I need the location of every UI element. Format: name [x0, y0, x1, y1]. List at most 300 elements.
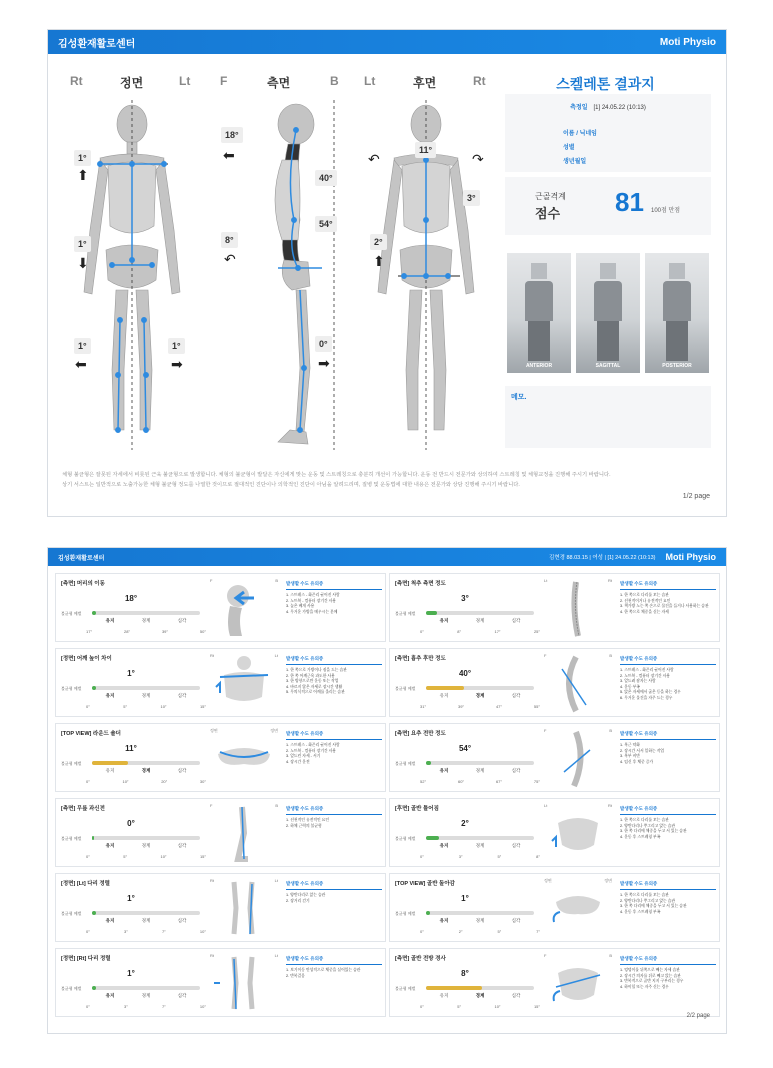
card-title: [정면] [Lt] 다리 정렬 [61, 881, 110, 887]
memo-label: 메모. [511, 394, 527, 401]
card-value: 3° [461, 594, 469, 603]
disease-item: 2. 노트북 - 컴퓨터 장기간 사용 [286, 748, 337, 753]
disclaimer-line-1: 체형 불균형은 잘못된 자세에서 비롯된 근육 불균형으로 발생합니다. 체형의 불균형이 발달은 자신에게 맞는 운동 및 스트레칭으로 충분히 개선이 가능합니다. 운동 전 반드시 전문가와 상의하여 스트레칭 및 체형교정을 진행해 주시기 바랍니다. [62, 472, 611, 478]
tick-label: 0° [420, 929, 424, 934]
disease-item: 4. 운동 부족 [620, 684, 640, 689]
level-bar [92, 911, 200, 915]
disease-item: 2. 노트북 - 컴퓨터 장기간 사용 [286, 598, 337, 603]
tick-labels [86, 704, 206, 709]
level-bar [92, 761, 200, 765]
card-title: [정면] [Rt] 다리 정렬 [61, 956, 111, 962]
tick-label: 2° [458, 929, 463, 934]
zone-label: 심각 [511, 993, 521, 998]
tick-labels [86, 779, 206, 784]
tick-label: 28° [123, 629, 131, 634]
page-header [48, 30, 726, 54]
disease-item: 4. 임신 후 체중 증가 [620, 759, 654, 764]
back-right-label: Rt [473, 74, 486, 88]
zone-label: 심각 [511, 918, 521, 923]
disease-item: 2. 장시간 의자를 뒤로 빼고 앉는 습관 [620, 973, 681, 978]
zone-label: 심각 [511, 618, 521, 623]
disease-item: 4. 운동 후 스트레칭 부족 [620, 834, 661, 839]
measurement-card [389, 573, 720, 642]
tick-label: 10° [160, 854, 167, 859]
level-bar [426, 836, 534, 840]
zone-label: 유지 [105, 918, 115, 923]
zone-labels [426, 918, 534, 924]
tick-labels [86, 629, 206, 634]
tick-label: 30° [199, 779, 206, 784]
disease-item: 2. 하체 근력의 불균형 [286, 823, 322, 828]
level-bar [426, 611, 534, 615]
zone-label: 심각 [511, 693, 521, 698]
zone-label: 유지 [439, 843, 449, 848]
info-row-name: 이름 / 닉네임 [563, 131, 597, 137]
arrow-right-icon: ➡ [171, 356, 183, 372]
measurement-card [389, 873, 720, 942]
disease-heading: 발생할 수도 유의증 [286, 806, 382, 815]
tick-label: 39° [457, 704, 465, 709]
level-bar-fill [92, 836, 94, 840]
tick-label: 3° [123, 1004, 128, 1009]
disease-item: 3. 한 방향으로만 운동 또는 작업 [286, 679, 339, 684]
arrow-up-icon: ⬆ [77, 167, 89, 183]
back-shoulder-angle: 11° [415, 142, 436, 158]
disease-item: 3. 엎드려 잠자는 사람 [620, 679, 656, 684]
disease-heading: 발생할 수도 유의증 [286, 956, 382, 965]
arrow-right-icon: ➡ [318, 355, 330, 371]
zone-label: 유지 [439, 618, 449, 623]
tick-label: 52° [420, 779, 427, 784]
illu-left-label: Lt [544, 578, 548, 583]
level-bar [92, 686, 200, 690]
disease-item: 5. 앉은 자세에서 굽은 등을 하는 경우 [620, 690, 681, 695]
disease-item: 1. 한 쪽으로 다리를 꼬는 습관 [620, 818, 669, 822]
tick-label: 5° [457, 1004, 462, 1009]
disease-list [620, 581, 716, 615]
zone-label: 유지 [105, 768, 115, 773]
front-left-label: Rt [70, 74, 83, 88]
tick-label: 17° [86, 629, 93, 634]
disease-item: 4. 하이힐 또는 자주 신는 경우 [620, 984, 669, 989]
card-title: [측면] 머리의 이동 [61, 581, 105, 587]
tick-labels [420, 1004, 540, 1009]
measure-date [505, 102, 711, 111]
card-title: [측면] 척추 측면 정도 [395, 581, 446, 587]
score-box [505, 177, 711, 235]
measurement-card [55, 873, 386, 942]
level-bar [92, 986, 200, 990]
side-head-angle: 18° [221, 127, 243, 143]
disease-item: 4. 장시간 운전 [286, 759, 310, 764]
rotate-right-icon: ↷ [472, 151, 484, 167]
disease-item: 1. 한 쪽으로 다리를 꼬는 습관 [620, 593, 669, 597]
illu-left-label: Rt [210, 653, 214, 658]
tick-label: 10° [199, 1004, 206, 1009]
zone-labels [92, 693, 200, 699]
zone-labels [426, 768, 534, 774]
zone-label: 심각 [177, 693, 187, 698]
disease-item: 2. 선천적이거나 유전적인 요인 [620, 598, 671, 603]
arrow-down-icon: ⬇ [77, 255, 89, 271]
tick-label: 0° [86, 704, 90, 709]
zone-labels [92, 768, 200, 774]
tick-label: 10° [494, 1004, 501, 1009]
zone-label: 유지 [105, 693, 115, 698]
tick-label: 10° [160, 704, 167, 709]
measurement-card [55, 798, 386, 867]
posture-illustration [208, 653, 280, 713]
card-value: 18° [124, 594, 138, 603]
illu-left-label: F [210, 578, 213, 583]
disease-item: 1. 복근 약화 [620, 743, 640, 747]
zone-label: 유지 [439, 768, 449, 773]
illu-right-label: Lt [274, 878, 278, 883]
tick-labels [420, 779, 540, 784]
report-page-1 [47, 29, 727, 517]
illu-right-label: 정면 [270, 728, 278, 733]
photo-sagittal: SAGITTAL [576, 253, 640, 373]
card-value: 1° [127, 669, 135, 678]
arrow-up-icon: ⬆ [373, 253, 385, 269]
tick-label: 50° [199, 629, 206, 634]
tick-label: 0° [420, 629, 424, 634]
tick-label: 31° [420, 704, 427, 709]
zone-label: 유지 [105, 618, 115, 623]
disease-item: 3. 책가방 노는 쪽 손으로 물건을 들거나 사용하는 습관 [620, 604, 709, 609]
zone-label: 경계 [141, 768, 151, 773]
illu-left-label: F [210, 803, 213, 808]
disease-item: 1. 한 쪽으로 다리를 꼬는 습관 [620, 893, 669, 897]
side-knee-angle: 0° [315, 336, 332, 352]
rotate-left-icon: ↶ [368, 151, 380, 167]
tick-label: 10° [122, 779, 129, 784]
side-lumbar-angle: 54° [315, 216, 337, 232]
level-bar-fill [426, 761, 431, 765]
tick-label: 0° [86, 779, 90, 784]
posture-illustration [542, 578, 614, 638]
card-row-label: 불균형 예벌 [395, 686, 416, 691]
disease-item: 1. 보기이동 만성적으로 체중을 실어있는 습관 [286, 968, 361, 972]
tick-label: 8° [536, 854, 540, 859]
measurement-card [55, 573, 386, 642]
tick-label: 60° [457, 779, 465, 784]
tick-label: 7° [161, 929, 166, 934]
disease-item: 1. 엉덩이를 뒤쪽으로 빼는 자세 습관 [620, 968, 680, 972]
level-bar-fill [426, 686, 464, 690]
disease-list [620, 956, 716, 990]
info-row-birth: 생년월일 [563, 159, 587, 165]
tick-labels [86, 854, 206, 859]
disease-list [620, 731, 716, 765]
disease-list [286, 581, 382, 615]
zone-label: 유지 [439, 693, 449, 698]
zone-label: 심각 [177, 768, 187, 773]
zone-labels [426, 843, 534, 849]
tick-label: 0° [86, 929, 90, 934]
card-row-label: 불균형 예벌 [61, 986, 82, 991]
posture-illustration [208, 878, 280, 938]
tick-label: 5° [497, 854, 502, 859]
rotate-icon: ↶ [224, 251, 236, 267]
disease-item: 1. 스트레스 - 화끈리 굳어진 사람 [286, 743, 340, 747]
photo-anterior: ANTERIOR [507, 253, 571, 373]
disclaimer-line-2: 상기 서스트는 일반적으로 노출가능한 체형 불균형 정도를 나열한 것이므로 절대적인 진단이나 의학적인 진단이 아님을 알려드리며, 질병 및 운동법에 대한 내용은 전문가와 상담 진행해 주시기 바랍니다. [62, 482, 520, 488]
tick-label: 5° [497, 929, 502, 934]
level-bar [426, 686, 534, 690]
illu-right-label: Lt [274, 653, 278, 658]
level-bar [426, 911, 534, 915]
tick-label: 47° [495, 704, 502, 709]
arrow-left-icon: ⬅ [223, 147, 235, 163]
measurement-card [389, 648, 720, 717]
level-bar-fill [426, 611, 437, 615]
disease-list [286, 656, 382, 696]
card-title: [측면] 요추 전만 정도 [395, 731, 446, 737]
disease-item: 2. 한 쪽 어깨근육 과도한 사용 [286, 673, 335, 678]
zone-labels [92, 993, 200, 999]
side-right-label: B [330, 74, 339, 88]
score-label-category: 근골격계 [535, 192, 566, 201]
side-left-label: F [220, 74, 228, 88]
illu-right-label: Lt [274, 953, 278, 958]
side-thoracic-angle: 40° [315, 170, 337, 186]
tick-labels [86, 929, 206, 934]
card-title: [후면] 골반 틀어짐 [395, 806, 439, 812]
zone-label: 심각 [177, 843, 187, 848]
disease-heading: 발생할 수도 유의증 [620, 656, 716, 665]
card-value: 1° [461, 894, 469, 903]
brand-logo: Moti Physio [659, 36, 716, 48]
tick-labels [420, 929, 540, 934]
score-unit: 100점 만점 [651, 208, 681, 214]
disease-heading: 발생할 수도 유의증 [286, 656, 382, 665]
zone-label: 경계 [475, 843, 485, 848]
posture-illustration [208, 953, 280, 1013]
measurement-card [55, 648, 386, 717]
tick-labels [86, 1004, 206, 1009]
disease-heading: 발생할 수도 유의증 [286, 581, 382, 590]
disease-item: 3. 한 쪽 다리에 체중을 두고 서 있는 습관 [620, 829, 687, 834]
level-bar-fill [92, 911, 96, 915]
level-bar [92, 836, 200, 840]
illu-right-label: B [275, 803, 278, 808]
tick-label: 15° [199, 854, 206, 859]
level-bar-fill [426, 911, 430, 915]
measurement-card [55, 948, 386, 1017]
card-value: 54° [458, 744, 472, 753]
illu-left-label: F [544, 653, 547, 658]
front-right-leg-angle: 1° [74, 338, 91, 354]
zone-label: 경계 [475, 693, 485, 698]
illu-right-label: 정면 [604, 878, 612, 883]
disease-heading: 발생할 수도 유의증 [620, 881, 716, 890]
zone-label: 심각 [177, 993, 187, 998]
illu-right-label: B [609, 728, 612, 733]
posture-illustration [208, 803, 280, 863]
tick-label: 7° [536, 929, 540, 934]
zone-label: 경계 [141, 918, 151, 923]
disease-list [620, 881, 716, 915]
tick-label: 75° [533, 779, 540, 784]
card-title: [TOP VIEW] 골반 돌아감 [395, 881, 455, 887]
disease-item: 4. 바르지 않은 자세로 장시간 생활 [286, 684, 343, 689]
zone-label: 경계 [475, 618, 485, 623]
disease-list [620, 656, 716, 702]
center-name: 김성환재활로센터 [58, 555, 105, 562]
card-row-label: 불균형 예벌 [395, 836, 416, 841]
disease-item: 4. 무거운 가방을 메우시는 분께 [286, 609, 338, 614]
score-value: 81 [615, 187, 644, 217]
center-name: 김성환재활로센터 [58, 38, 136, 50]
zone-label: 경계 [475, 993, 485, 998]
card-value: 11° [125, 744, 137, 753]
illu-left-label: 정면 [210, 728, 218, 733]
memo-box [505, 386, 711, 448]
back-trunk-angle: 3° [463, 190, 480, 206]
card-row-label: 불균형 예벌 [61, 611, 82, 616]
disease-item: 3. 높은 베개 사용 [286, 604, 315, 609]
illu-left-label: 정면 [544, 878, 552, 883]
illu-left-label: Rt [210, 878, 214, 883]
disease-heading: 발생할 수도 유의증 [620, 731, 716, 740]
disease-list [286, 956, 382, 979]
level-bar-fill [426, 836, 439, 840]
front-right-label: Lt [179, 74, 191, 88]
date-value: [1] 24.05.22 (10:13) [593, 105, 646, 111]
illu-right-label: B [275, 578, 278, 583]
tick-label: 10° [199, 929, 206, 934]
zone-label: 심각 [511, 768, 521, 773]
card-title: [TOP VIEW] 라운드 숄더 [61, 731, 121, 737]
card-title: [측면] 흉추 후만 정도 [395, 656, 446, 662]
card-title: [측면] 무릎 과신전 [61, 806, 105, 812]
page-header [48, 548, 726, 566]
disease-item: 6. 무거운 물건을 자주 드는 경우 [620, 695, 673, 700]
front-skeleton-illustration [70, 100, 210, 450]
info-row-gender: 성별 [563, 145, 575, 151]
disease-item: 4. 한 쪽으로 체중을 싣는 자세 [620, 609, 669, 614]
card-value: 1° [127, 894, 135, 903]
zone-label: 유지 [439, 993, 449, 998]
date-label: 측정일 [570, 105, 588, 111]
tick-labels [420, 704, 540, 709]
tick-label: 20° [161, 779, 168, 784]
posture-illustration [208, 728, 280, 788]
zone-labels [426, 618, 534, 624]
disease-heading: 발생할 수도 유의증 [620, 956, 716, 965]
zone-labels [92, 918, 200, 924]
tick-labels [420, 629, 540, 634]
disease-item: 1. 선천적인 유전적인 요인 [286, 818, 330, 822]
zone-label: 경계 [475, 768, 485, 773]
zone-label: 심각 [177, 618, 187, 623]
front-view-title: 정면 [120, 76, 144, 90]
card-value: 1° [127, 969, 135, 978]
tick-label: 67° [495, 779, 502, 784]
card-value: 40° [458, 669, 472, 678]
side-skeleton-illustration [238, 100, 348, 450]
zone-labels [426, 993, 534, 999]
posture-illustration [542, 803, 614, 863]
zone-labels [92, 618, 200, 624]
zone-label: 경계 [141, 993, 151, 998]
disease-list [286, 806, 382, 829]
card-value: 8° [461, 969, 469, 978]
zone-label: 심각 [511, 843, 521, 848]
illu-right-label: Rt [608, 803, 612, 808]
zone-label: 유지 [105, 843, 115, 848]
front-left-leg-angle: 1° [168, 338, 185, 354]
card-title: [정면] 어깨 높이 차이 [61, 656, 112, 662]
page-number: 1/2 page [682, 493, 710, 500]
tick-label: 17° [494, 629, 501, 634]
disease-list [286, 731, 382, 765]
illu-right-label: B [609, 953, 612, 958]
disease-item: 1. 양반다리로 앉는 습관 [286, 893, 326, 897]
report-page-2 [47, 547, 727, 1034]
back-view-title: 후면 [413, 76, 437, 90]
zone-label: 경계 [475, 918, 485, 923]
disclaimer [62, 470, 702, 490]
disease-item: 2. 양반다리나 쭈그리고 앉는 습관 [620, 823, 676, 828]
level-bar [426, 986, 534, 990]
illu-left-label: F [544, 953, 547, 958]
card-row-label: 불균형 예벌 [395, 911, 416, 916]
measurement-card [389, 723, 720, 792]
level-bar-fill [426, 986, 482, 990]
posture-illustration [208, 578, 280, 638]
side-pelvis-angle: 8° [221, 232, 238, 248]
zone-label: 유지 [439, 918, 449, 923]
back-pelvis-angle: 2° [370, 234, 387, 250]
disease-item: 1. 스트레스 - 화끈리 굳어진 사람 [286, 593, 340, 597]
card-row-label: 불균형 예벌 [61, 686, 82, 691]
tick-label: 25° [533, 629, 540, 634]
card-row-label: 불균형 예벌 [61, 911, 82, 916]
card-title: [측면] 골반 전방 경사 [395, 956, 446, 962]
tick-label: 7° [161, 1004, 166, 1009]
measurement-card [389, 948, 720, 1017]
card-value: 2° [461, 819, 469, 828]
illu-left-label: Rt [210, 953, 214, 958]
illu-left-label: F [544, 728, 547, 733]
measurement-card [55, 723, 386, 792]
zone-label: 경계 [141, 693, 151, 698]
zone-label: 유지 [105, 993, 115, 998]
tick-label: 55° [533, 704, 540, 709]
posture-illustration [542, 953, 614, 1013]
back-left-label: Lt [364, 74, 376, 88]
tick-label: 0° [420, 854, 424, 859]
page-number: 2/2 page [686, 1013, 710, 1019]
posture-illustration [542, 653, 614, 713]
level-bar-fill [92, 761, 128, 765]
tick-labels [420, 854, 540, 859]
disease-item: 2. 장시간 서서 일하는 작업 [620, 748, 665, 753]
level-bar-fill [92, 686, 96, 690]
card-row-label: 불균형 예벌 [395, 986, 416, 991]
tick-label: 0° [420, 1004, 424, 1009]
result-title: 스켈레톤 결과지 [556, 76, 655, 92]
tick-label: 15° [533, 1004, 540, 1009]
photo-posterior: POSTERIOR [645, 253, 709, 373]
card-row-label: 불균형 예벌 [61, 761, 82, 766]
level-bar-fill [92, 611, 96, 615]
side-view-title: 측면 [267, 76, 291, 90]
disease-item: 4. 운동 후 스트레칭 부족 [620, 909, 661, 914]
disease-list [620, 806, 716, 840]
